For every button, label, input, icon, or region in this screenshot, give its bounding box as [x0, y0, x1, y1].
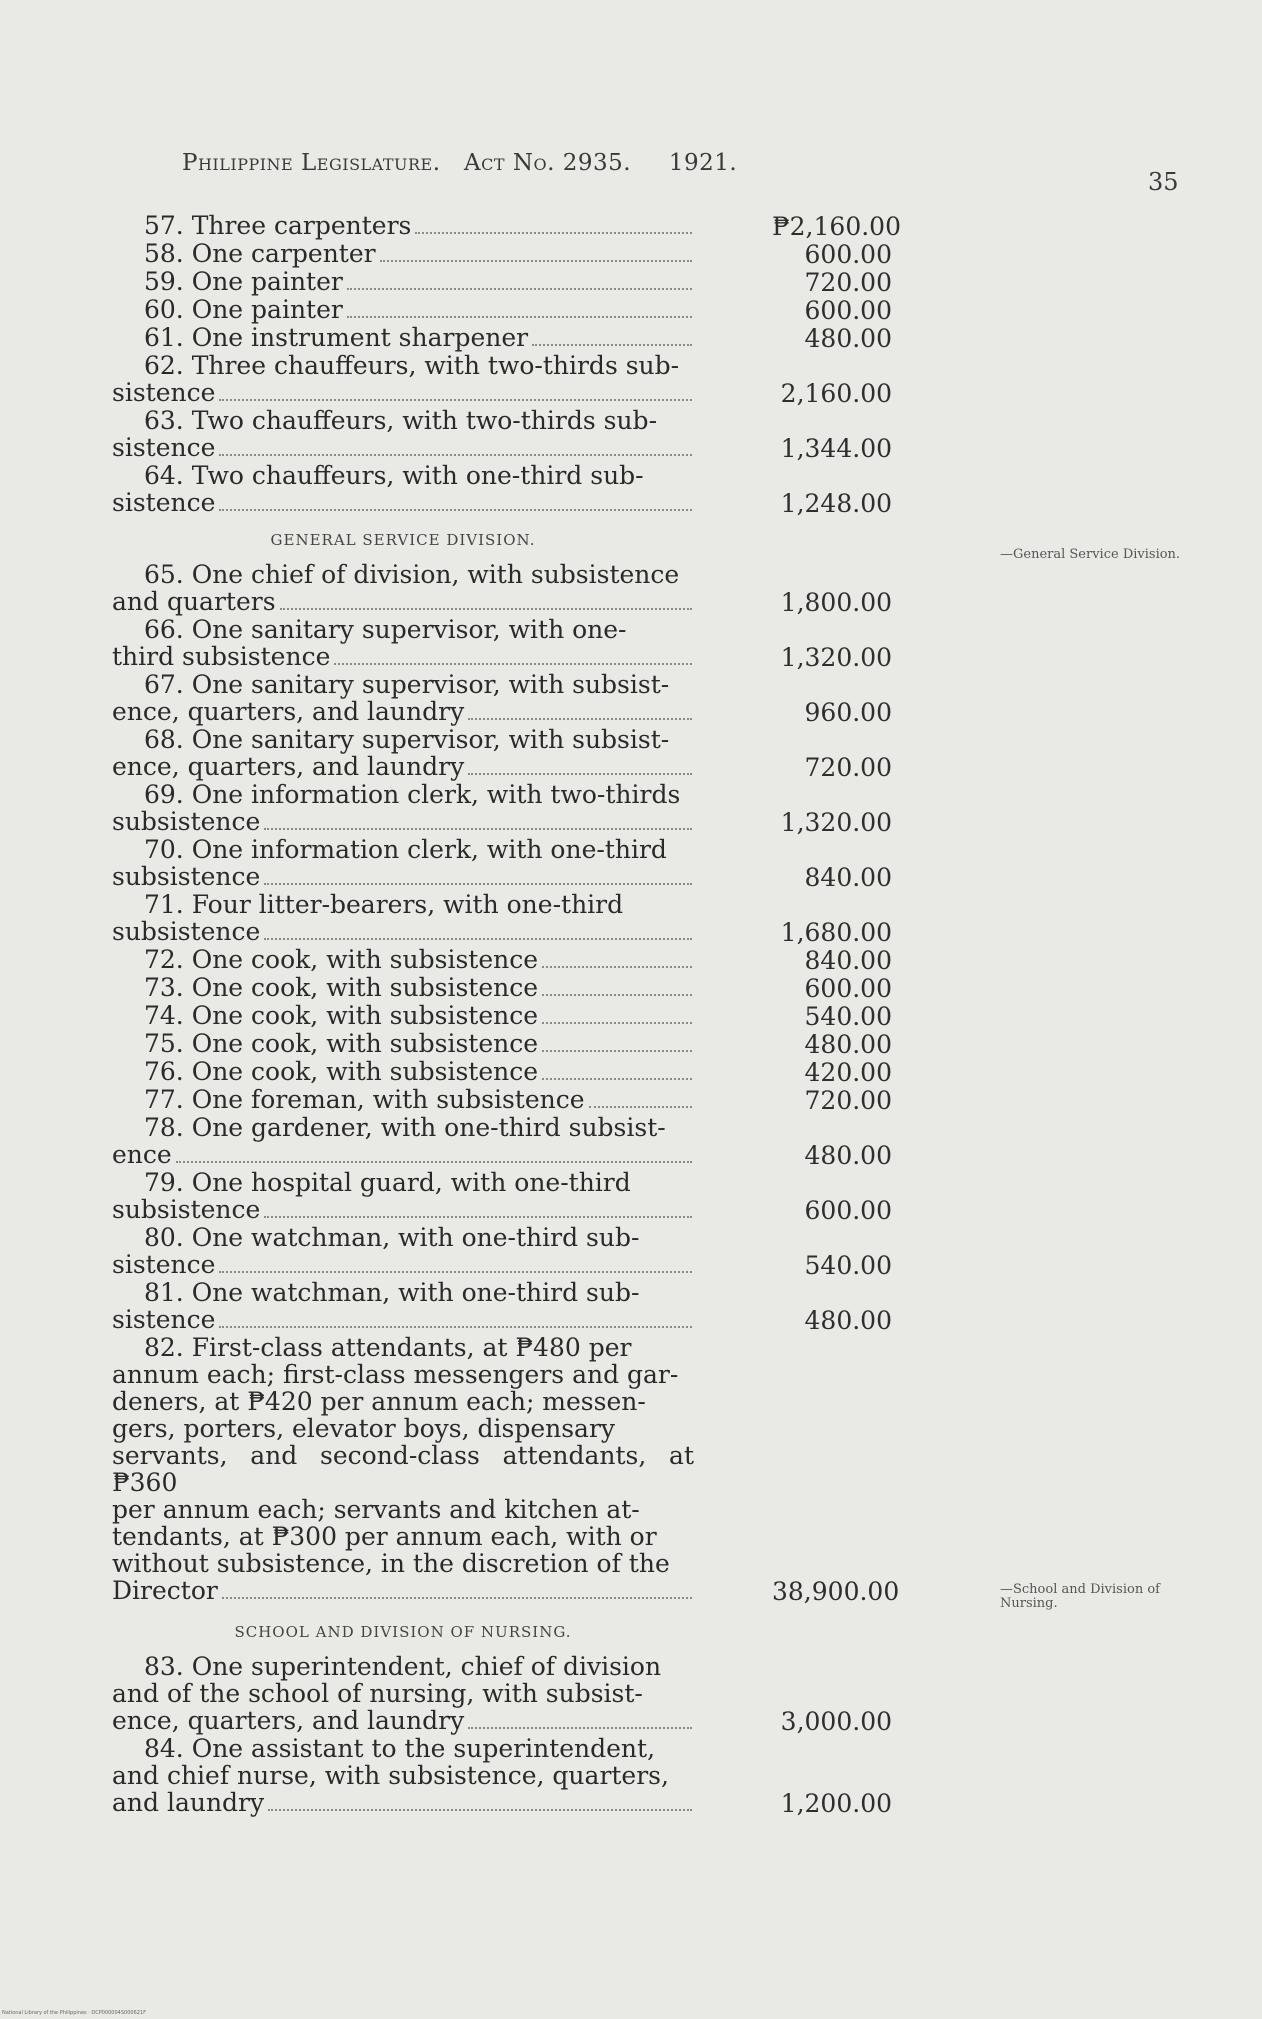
items-group-top	[112, 211, 901, 518]
dot-leader	[222, 1597, 692, 1599]
dot-leader	[542, 994, 692, 996]
appropriation-item	[112, 891, 892, 946]
item-amount: 1,248.00	[780, 489, 892, 518]
dot-leader	[219, 1271, 692, 1273]
dot-leader	[264, 938, 692, 940]
dot-leader	[264, 883, 692, 885]
item-line: tendants, at ₱300 per annum each, with or	[112, 1522, 657, 1551]
item-description	[112, 268, 694, 296]
item-amount: 38,900.00	[772, 1577, 900, 1606]
appropriation-item	[112, 561, 892, 616]
item-amount: 480.00	[804, 324, 892, 353]
item-last-line	[112, 489, 694, 517]
dot-leader	[542, 1022, 692, 1024]
item-description	[112, 836, 694, 891]
item-line: 64. Two chauffeurs, with one-third sub-	[144, 461, 644, 490]
item-line: 61. One instrument sharpener	[144, 323, 529, 352]
item-last-line	[112, 946, 694, 974]
item-line: and laundry	[112, 1788, 265, 1817]
item-description	[112, 352, 694, 407]
item-last-line	[112, 212, 694, 240]
item-line: deners, at ₱420 per annum each; messen-	[112, 1387, 646, 1416]
item-line: 81. One watchman, with one-third sub-	[144, 1278, 640, 1307]
dot-leader	[219, 1326, 692, 1328]
item-last-line	[112, 588, 694, 616]
item-last-line	[112, 1707, 694, 1735]
item-line: 74. One cook, with subsistence	[144, 1001, 539, 1030]
item-description	[112, 324, 694, 352]
item-line: ence	[112, 1140, 172, 1169]
item-last-line	[112, 1086, 694, 1114]
item-line: 69. One information clerk, with two-thirds	[144, 780, 681, 809]
dot-leader	[542, 1050, 692, 1052]
item-last-line	[112, 268, 694, 296]
item-amount: 480.00	[804, 1030, 892, 1059]
dot-leader	[219, 399, 692, 401]
item-description	[112, 946, 694, 974]
item-description	[112, 1334, 694, 1605]
appropriation-item	[112, 836, 892, 891]
appropriation-item	[112, 1114, 892, 1169]
appropriation-item	[112, 1735, 892, 1817]
item-line: 58. One carpenter	[144, 239, 376, 268]
dot-leader	[268, 1809, 692, 1811]
appropriation-item	[112, 671, 892, 726]
appropriation-item	[112, 296, 892, 324]
running-header	[182, 150, 1052, 176]
appropriation-item	[112, 1224, 892, 1279]
item-line: 79. One hospital guard, with one-third	[144, 1168, 631, 1197]
dot-leader	[468, 718, 692, 720]
appropriation-item	[112, 1279, 892, 1334]
dot-leader	[176, 1161, 692, 1163]
item-last-line	[112, 1002, 694, 1030]
appropriation-list	[112, 211, 1181, 1818]
item-description	[112, 462, 694, 517]
appropriation-item	[112, 1030, 892, 1058]
item-line: and of the school of nursing, with subsist-	[112, 1679, 643, 1708]
item-amount: 600.00	[804, 974, 892, 1003]
legislature-title: Philippine Legislature.	[182, 150, 441, 176]
item-last-line	[112, 1030, 694, 1058]
item-description	[112, 891, 694, 946]
appropriation-item	[112, 1002, 892, 1030]
appropriation-item	[112, 1333, 900, 1606]
item-amount: 720.00	[804, 1086, 892, 1115]
item-description	[112, 781, 694, 836]
item-line: subsistence	[112, 807, 261, 836]
item-line: Director	[112, 1576, 218, 1605]
appropriation-item	[112, 1169, 892, 1224]
item-line: subsistence	[112, 917, 261, 946]
item-line: sistence	[112, 378, 216, 407]
item-line: and quarters	[112, 587, 276, 616]
appropriation-item	[112, 211, 901, 241]
item-description	[112, 296, 694, 324]
item-line: sistence	[112, 1305, 216, 1334]
item-last-line	[112, 1577, 694, 1605]
item-line: gers, porters, elevator boys, dispensary	[112, 1414, 616, 1443]
item-description	[112, 1224, 694, 1279]
item-last-line	[112, 863, 694, 891]
item-description	[112, 1169, 694, 1224]
digitization-credit: National Library of the Philippines · DCP000004S000621F	[2, 2010, 146, 2016]
item-description	[112, 1030, 694, 1058]
item-amount: 540.00	[804, 1002, 892, 1031]
item-line: 60. One painter	[144, 295, 343, 324]
appropriation-item	[112, 462, 892, 517]
margin-note-general-service: —General Service Division.	[1000, 547, 1181, 562]
item-line: 57. Three carpenters	[144, 211, 412, 240]
item-description	[112, 1002, 694, 1030]
appropriation-item	[112, 1086, 892, 1114]
item-amount: 1,680.00	[780, 918, 892, 947]
item-last-line	[112, 1141, 694, 1169]
item-line: and chief nurse, with subsistence, quarters,	[112, 1761, 669, 1790]
dot-leader	[532, 344, 692, 346]
item-amount: 1,320.00	[780, 643, 892, 672]
item-amount: 1,800.00	[780, 588, 892, 617]
item-line: third subsistence	[112, 642, 331, 671]
items-group-general-service	[112, 560, 900, 1606]
appropriation-item	[112, 1058, 892, 1086]
item-line: 82. First-class attendants, at ₱480 per	[144, 1333, 632, 1362]
item-last-line	[112, 698, 694, 726]
item-line: subsistence	[112, 862, 261, 891]
appropriation-item	[112, 781, 892, 836]
dot-leader	[334, 663, 692, 665]
item-description	[112, 671, 694, 726]
appropriation-item	[112, 1653, 892, 1735]
item-line: 84. One assistant to the superintendent,	[144, 1734, 656, 1763]
item-amount: 720.00	[804, 753, 892, 782]
item-last-line	[112, 434, 694, 462]
item-amount: 600.00	[804, 240, 892, 269]
appropriation-item	[112, 324, 892, 352]
dot-leader	[219, 509, 692, 511]
dot-leader	[280, 608, 692, 610]
appropriation-item	[112, 726, 892, 781]
item-line: 59. One painter	[144, 267, 343, 296]
dot-leader	[468, 1727, 692, 1729]
item-last-line	[112, 1306, 694, 1334]
item-amount: 540.00	[804, 1251, 892, 1280]
page-number: 35	[1148, 168, 1179, 196]
item-line: subsistence	[112, 1195, 261, 1224]
item-description	[112, 1114, 694, 1169]
item-amount: 720.00	[804, 268, 892, 297]
item-description	[112, 1653, 694, 1735]
item-line: ence, quarters, and laundry	[112, 1706, 465, 1735]
item-description	[112, 240, 694, 268]
item-line: 72. One cook, with subsistence	[144, 945, 539, 974]
item-line: 75. One cook, with subsistence	[144, 1029, 539, 1058]
item-line: 77. One foreman, with subsistence	[144, 1085, 585, 1114]
item-line: annum each; first-class messengers and gar-	[112, 1360, 679, 1389]
dot-leader	[380, 260, 692, 262]
appropriation-item	[112, 240, 892, 268]
item-amount: ₱2,160.00	[772, 212, 901, 241]
item-line: 70. One information clerk, with one-third	[144, 835, 667, 864]
dot-leader	[468, 773, 692, 775]
item-amount: 420.00	[804, 1058, 892, 1087]
item-amount: 960.00	[804, 698, 892, 727]
act-number: Act No. 2935.	[464, 150, 632, 176]
item-line: 62. Three chauffeurs, with two-thirds sub-	[144, 351, 680, 380]
dot-leader	[589, 1106, 692, 1108]
item-line: 67. One sanitary supervisor, with subsist-	[144, 670, 670, 699]
item-line: 80. One watchman, with one-third sub-	[144, 1223, 640, 1252]
item-description	[112, 1058, 694, 1086]
item-line: per annum each; servants and kitchen at-	[112, 1495, 640, 1524]
item-description	[112, 1279, 694, 1334]
item-description	[112, 561, 694, 616]
item-description	[112, 407, 694, 462]
item-line: 66. One sanitary supervisor, with one-	[144, 615, 627, 644]
item-line: sistence	[112, 488, 216, 517]
dot-leader	[542, 966, 692, 968]
item-line: 63. Two chauffeurs, with two-thirds sub-	[144, 406, 658, 435]
item-description	[112, 1086, 694, 1114]
item-last-line	[112, 324, 694, 352]
item-amount: 1,200.00	[780, 1789, 892, 1818]
section-heading-general-service: GENERAL SERVICE DIVISION.	[270, 531, 536, 549]
item-last-line	[112, 974, 694, 1002]
item-amount: 480.00	[804, 1306, 892, 1335]
appropriation-item	[112, 616, 892, 671]
item-description	[112, 974, 694, 1002]
item-last-line	[112, 240, 694, 268]
item-amount: 600.00	[804, 1196, 892, 1225]
item-last-line	[112, 1196, 694, 1224]
dot-leader	[264, 828, 692, 830]
item-last-line	[112, 1251, 694, 1279]
item-amount: 840.00	[804, 946, 892, 975]
item-line: without subsistence, in the discretion of the	[112, 1549, 670, 1578]
item-line: 78. One gardener, with one-third subsist-	[144, 1113, 666, 1142]
item-line: 83. One superintendent, chief of division	[144, 1652, 662, 1681]
item-last-line	[112, 296, 694, 324]
item-amount: 2,160.00	[780, 379, 892, 408]
item-description	[112, 726, 694, 781]
item-line: 71. Four litter-bearers, with one-third	[144, 890, 624, 919]
appropriation-item	[112, 974, 892, 1002]
item-amount: 1,320.00	[780, 808, 892, 837]
appropriation-item	[112, 946, 892, 974]
header-year: 1921.	[668, 150, 738, 176]
item-line: ence, quarters, and laundry	[112, 697, 465, 726]
item-description	[112, 212, 694, 240]
item-line: servants, and second-class attendants, at ₱360	[112, 1441, 694, 1497]
margin-note-nursing: —School and Division of Nursing.	[1000, 1582, 1160, 1611]
item-last-line	[112, 379, 694, 407]
dot-leader	[542, 1078, 692, 1080]
item-line: ence, quarters, and laundry	[112, 752, 465, 781]
dot-leader	[219, 454, 692, 456]
dot-leader	[264, 1216, 692, 1218]
item-amount: 480.00	[804, 1141, 892, 1170]
item-line: sistence	[112, 1250, 216, 1279]
item-line: sistence	[112, 433, 216, 462]
appropriation-item	[112, 352, 892, 407]
item-last-line	[112, 1789, 694, 1817]
dot-leader	[347, 316, 692, 318]
appropriation-item	[112, 268, 892, 296]
item-last-line	[112, 753, 694, 781]
appropriation-item	[112, 407, 892, 462]
item-amount: 1,344.00	[780, 434, 892, 463]
items-group-nursing	[112, 1653, 892, 1817]
item-last-line	[112, 643, 694, 671]
item-last-line	[112, 918, 694, 946]
item-amount: 3,000.00	[780, 1707, 892, 1736]
item-description	[112, 1735, 694, 1817]
item-last-line	[112, 1058, 694, 1086]
item-last-line	[112, 808, 694, 836]
item-amount: 840.00	[804, 863, 892, 892]
section-heading-nursing: SCHOOL AND DIVISION OF NURSING.	[234, 1623, 572, 1641]
item-line: 65. One chief of division, with subsistence	[144, 560, 680, 589]
item-line: 73. One cook, with subsistence	[144, 973, 539, 1002]
item-amount: 600.00	[804, 296, 892, 325]
item-description	[112, 616, 694, 671]
item-line: 76. One cook, with subsistence	[144, 1057, 539, 1086]
item-line: 68. One sanitary supervisor, with subsist-	[144, 725, 670, 754]
dot-leader	[415, 232, 692, 234]
dot-leader	[347, 288, 692, 290]
